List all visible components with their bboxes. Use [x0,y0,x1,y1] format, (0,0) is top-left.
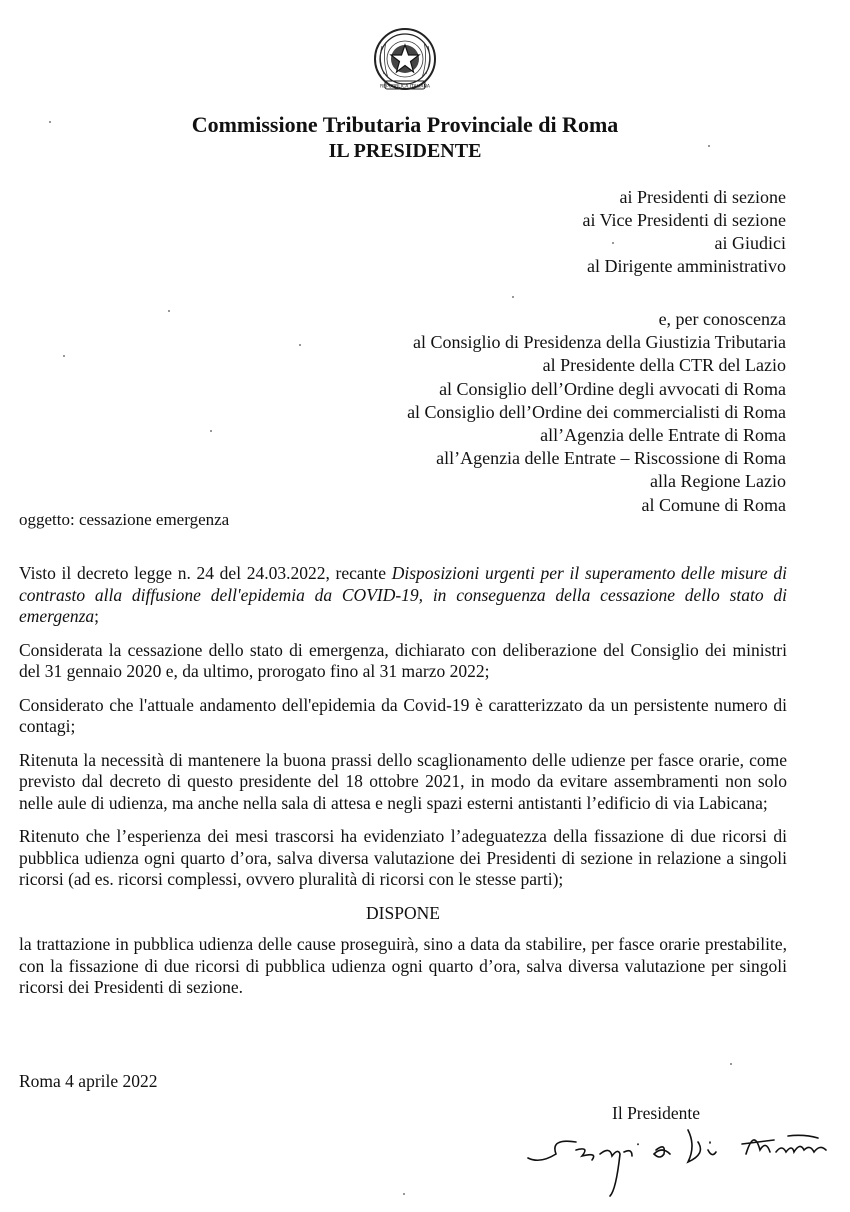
recipient-line: ai Presidenti di sezione [619,187,786,207]
cc-recipient-line: all’Agenzia delle Entrate di Roma [540,425,786,446]
cc-recipients-list [407,308,786,517]
document-body [19,563,787,1011]
cc-recipient-line: al Presidente della CTR del Lazio [542,355,786,376]
cc-recipient-line: all’Agenzia delle Entrate – Riscossione di Roma [436,448,786,469]
signer-title: Il Presidente [612,1103,700,1123]
scan-speck [512,296,514,298]
scan-speck [49,121,51,123]
subject-line: oggetto: cessazione emergenza [19,510,230,529]
emblem-label: REPUBBLICA ITALIANA [380,84,430,90]
paragraph-order: la trattazione in pubblica udienza delle cause proseguirà, sino a data da stabilire, per fasce orarie prestabilite, con la fissazione di due ricorsi di pubblica udienza ogni quarto d’ora, salva diversa valutazione per singoli ricorsi dei Presidenti di sezione. [19,934,787,997]
cc-recipient-line: al Comune di Roma [641,494,786,515]
cc-intro: e, per conoscenza [658,309,786,329]
paragraph-experience: Ritenuto che l’esperienza dei mesi trascorsi ha evidenziato l’adeguatezza della fissazione di due ricorsi di pubblica udienza ogni quarto d’ora, salva diversa valutazione dei Presidenti di sezione in relazione a singoli ricorsi (ad es. ricorsi complessi, ovvero pluralità di ricorsi con le stesse parti); [19,826,787,889]
cc-recipient-line: alla Regione Lazio [650,471,786,492]
cc-recipient-line: al Consiglio di Presidenza della Giustizia Tributaria [413,332,786,353]
scan-speck [210,430,212,432]
cc-recipient-line: al Consiglio dell’Ordine degli avvocati di Roma [439,378,786,399]
recipient-line: ai Vice Presidenti di sezione [582,210,786,230]
recipient-line: ai Giudici [714,233,786,253]
scan-speck [708,145,710,147]
scan-speck [403,1193,405,1195]
handwritten-signature [520,1120,830,1200]
decree-title: Disposizioni urgenti per il superamento delle misure di contrasto alla diffusione dell'epidemia da COVID-19, in conseguenza della cessazione dello stato di emergenza [19,563,787,626]
paragraph-epidemic: Considerato che l'attuale andamento dell'epidemia da Covid-19 è caratterizzato da un persistente numero di contagi; [19,694,787,736]
scan-speck [63,355,65,357]
recipients-list [582,186,786,278]
scan-speck [730,1063,732,1065]
scan-speck [612,242,614,244]
paragraph-scheduling: Ritenuta la necessità di mantenere la buona prassi dello scaglionamento delle udienze per fasce orarie, come previsto dal decreto di questo presidente del 18 ottobre 2021, in modo da evitare assembramenti non solo nelle aule di udienza, ma anche nella sala di attesa e negli spazi esterni antistanti l’edificio di via Labicana; [19,749,787,813]
cc-recipient-line: al Consiglio dell’Ordine dei commercialisti di Roma [407,401,786,422]
page-subtitle: IL PRESIDENTE [328,140,482,162]
italian-republic-emblem-icon [370,26,440,96]
paragraph-emergency: Considerata la cessazione dello stato di emergenza, dichiarato con deliberazione del Consiglio dei ministri del 31 gennaio 2020 e, da ultimo, prorogato fino al 31 marzo 2022; [19,639,787,681]
paragraph-text: ; [94,606,100,626]
page-title: Commissione Tributaria Provinciale di Roma [191,112,619,137]
paragraph-decree [19,563,787,628]
scan-speck [168,310,170,312]
recipient-line: al Dirigente amministrativo [587,256,786,276]
place-date: Roma 4 aprile 2022 [19,1071,158,1091]
paragraph-text: Visto il decreto legge n. 24 del 24.03.2022, recante [19,563,392,583]
scan-speck [299,344,301,346]
dispone-heading: DISPONE [366,902,440,923]
